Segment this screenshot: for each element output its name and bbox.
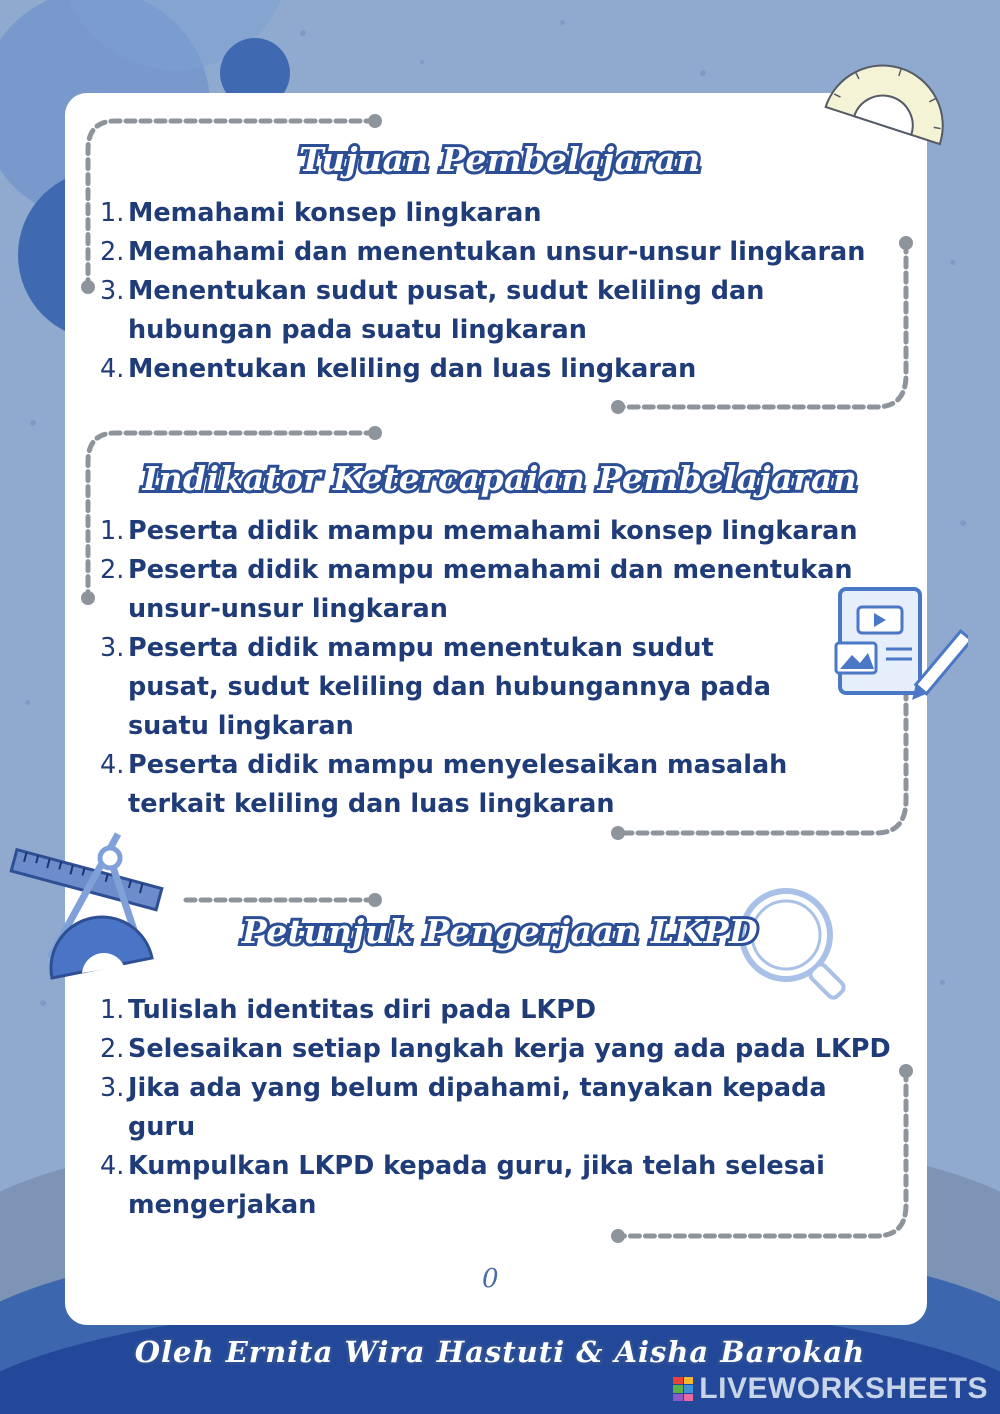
list-item <box>100 746 870 824</box>
list-text: Peserta didik mampu memahami dan menentukan unsur-unsur lingkaran <box>128 555 853 624</box>
list-item <box>100 272 900 350</box>
list-number: 1. <box>100 995 125 1025</box>
list-item <box>100 991 910 1030</box>
section-title-petunjuk: Petunjuk Pengerjaan LKPD <box>241 912 759 951</box>
protractor-icon <box>822 42 962 152</box>
list-text: Jika ada yang belum dipahami, tanyakan kepada guru <box>128 1073 827 1142</box>
footer-credit: Oleh Ernita Wira Hastuti & Aisha Barokah <box>134 1335 866 1369</box>
list-text: Kumpulkan LKPD kepada guru, jika telah selesai mengerjakan <box>128 1151 825 1220</box>
list-text: Tulislah identitas diri pada LKPD <box>128 995 597 1025</box>
list-text: Peserta didik mampu memahami konsep lingkaran <box>128 516 858 546</box>
list-number: 4. <box>100 750 125 780</box>
list-text: Peserta didik mampu menentukan sudut pusat, sudut keliling dan hubungannya pada suatu lingkaran <box>128 633 771 741</box>
list-item <box>100 233 900 272</box>
page-number: 0 <box>482 1264 499 1294</box>
list-number: 1. <box>100 198 125 228</box>
list-item <box>100 194 900 233</box>
section-title-indikator: Indikator Ketercapaian Pembelajaran <box>142 459 858 498</box>
list-number: 4. <box>100 354 125 384</box>
list-item <box>100 350 900 389</box>
list-number: 3. <box>100 1073 125 1103</box>
list-number: 3. <box>100 276 125 306</box>
list-text: Peserta didik mampu menyelesaikan masalah terkait keliling dan luas lingkaran <box>128 750 788 819</box>
list-text: Memahami dan menentukan unsur-unsur lingkaran <box>128 237 866 267</box>
list-text: Menentukan keliling dan luas lingkaran <box>128 354 697 384</box>
list-text: Selesaikan setiap langkah kerja yang ada pada LKPD <box>128 1034 891 1064</box>
liveworksheets-logo-icon <box>673 1377 693 1401</box>
list-item <box>100 1030 910 1069</box>
section-list-indikator <box>100 512 870 824</box>
liveworksheets-brand[interactable] <box>673 1372 988 1406</box>
list-number: 2. <box>100 555 125 585</box>
list-number: 1. <box>100 516 125 546</box>
list-text: Memahami konsep lingkaran <box>128 198 542 228</box>
section-list-petunjuk <box>100 991 910 1225</box>
list-item <box>100 629 870 746</box>
section-title-tujuan: Tujuan Pembelajaran <box>299 140 701 179</box>
compass-ruler-icon <box>0 828 170 988</box>
brand-name: LIVEWORKSHEETS <box>699 1372 988 1405</box>
list-item <box>100 512 870 551</box>
list-item <box>100 1069 910 1147</box>
section-list-tujuan <box>100 194 900 389</box>
list-number: 4. <box>100 1151 125 1181</box>
list-number: 3. <box>100 633 125 663</box>
list-item <box>100 1147 910 1225</box>
list-number: 2. <box>100 237 125 267</box>
list-text: Menentukan sudut pusat, sudut keliling dan hubungan pada suatu lingkaran <box>128 276 765 345</box>
list-item <box>100 551 870 629</box>
list-number: 2. <box>100 1034 125 1064</box>
